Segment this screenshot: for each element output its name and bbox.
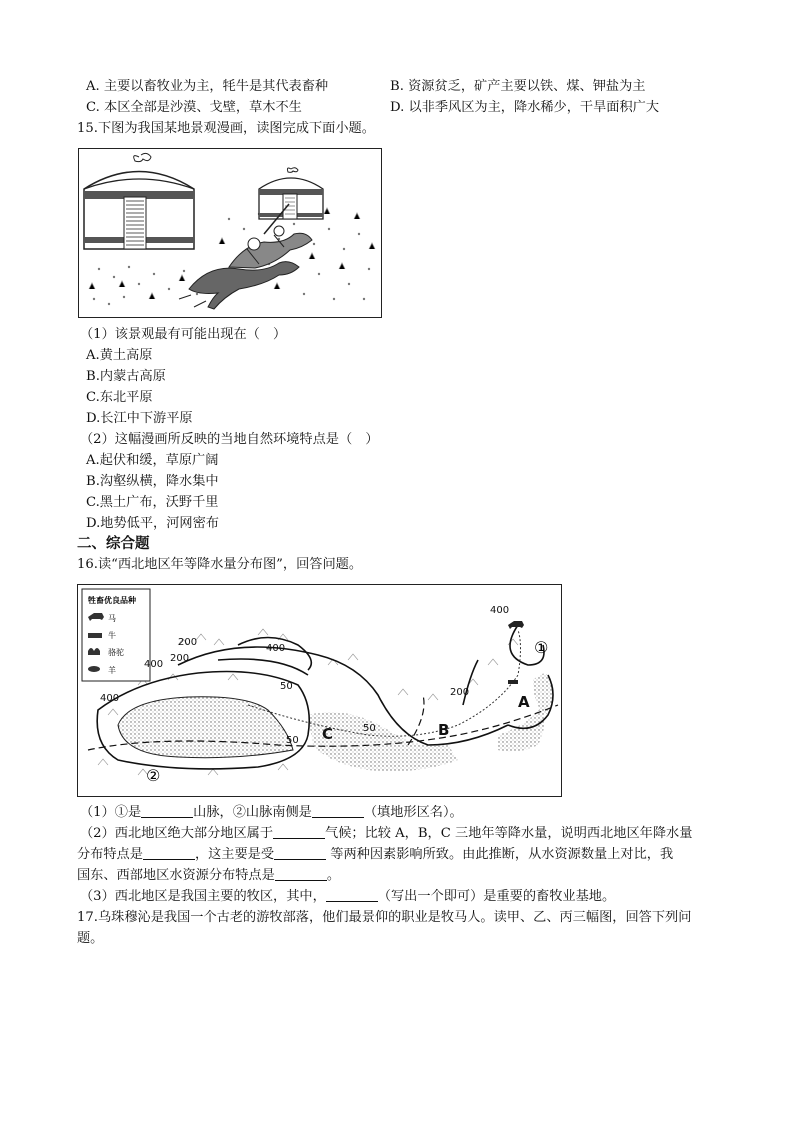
point-b-label: B: [438, 721, 450, 739]
q16-sub2-text-a: （2）西北地区绝大部分地区属于: [80, 826, 274, 841]
large-yurt-icon: [84, 153, 194, 249]
legend-item-cattle: 牛: [108, 631, 116, 640]
isohyet-label: 50: [280, 681, 293, 692]
isohyet-label: 200: [170, 653, 190, 664]
q15-sub1-option-a: A.黄土高原: [86, 348, 153, 363]
answer-blank[interactable]: [326, 887, 378, 902]
map-cattle-icon: [508, 680, 518, 684]
q17-line2: 题。: [77, 931, 104, 946]
isohyet-label: 400: [266, 643, 286, 654]
q16-sub2-line1: [80, 824, 692, 844]
q16-sub2-line3: [77, 866, 340, 886]
answer-blank[interactable]: [273, 824, 325, 839]
q15-sub2-option-b: B.沟壑纵横，降水集中: [86, 474, 219, 489]
q16-sub2-text-f: 国东、西部地区水资源分布特点是: [77, 868, 275, 883]
q16-sub3-text-b: （写出一个即可）是重要的畜牧业基地。: [377, 889, 616, 904]
section-title: 二、综合题: [77, 536, 150, 552]
q16-sub3: [80, 887, 615, 907]
isohyet-label: 400: [144, 659, 164, 670]
answer-blank[interactable]: [141, 803, 193, 818]
q17-line1: 17.乌珠穆沁是我国一个古老的游牧部落，他们最景仰的职业是牧马人。读甲、乙、丙三幅图，回答下列问: [77, 910, 692, 925]
answer-blank[interactable]: [143, 845, 195, 860]
q16-sub3-text-a: （3）西北地区是我国主要的牧区，其中，: [80, 889, 326, 904]
isohyet-label: 50: [363, 723, 376, 734]
point-a-label: A: [518, 693, 530, 711]
q16-sub1-text-b: 山脉，②山脉南侧是: [193, 805, 312, 820]
q16-sub2-text-e: 等两种因素影响所致。由此推断，从水资源数量上对比，我: [326, 847, 674, 862]
q16-sub2-text-d: ，这主要是受: [194, 847, 275, 862]
q15-stem: 15.下图为我国某地景观漫画，读图完成下面小题。: [77, 121, 375, 136]
small-yurt-icon: [259, 168, 323, 219]
isohyet-label: 400: [490, 605, 510, 616]
q15-sub2-option-a: A.起伏和缓，草原广阔: [86, 453, 219, 468]
isohyet-label: 200: [178, 637, 198, 648]
q15-sub1-option-b: B.内蒙古高原: [86, 369, 166, 384]
q14-option-b: B. 资源贫乏，矿产主要以铁、煤、钾盐为主: [390, 79, 646, 94]
q14-option-d: D. 以非季风区为主，降水稀少，干旱面积广大: [390, 100, 660, 115]
q15-sub1-stem: （1）该景观最有可能出现在（ ）: [80, 327, 287, 342]
q15-sub1-option-c: C.东北平原: [86, 390, 153, 405]
q15-sub2-stem: （2）这幅漫画所反映的当地自然环境特点是（ ）: [80, 432, 379, 447]
q16-sub2-text-g: 。: [326, 868, 340, 883]
legend-sheep-icon: [88, 666, 100, 672]
q16-sub2-text-c: 分布特点是: [77, 847, 143, 862]
isohyet-label: 50: [286, 735, 299, 746]
q15-sub2-option-c: C.黑土广布，沃野千里: [86, 495, 219, 510]
mountain-marker-1: ①: [534, 638, 549, 657]
mountain-marker-2: ②: [146, 766, 161, 785]
point-c-label: C: [322, 725, 334, 743]
q16-sub2-line2: [77, 845, 673, 865]
answer-blank[interactable]: [274, 845, 326, 860]
isohyet-label: 400: [100, 693, 120, 704]
q16-stem: 16.读“西北地区年等降水量分布图”，回答问题。: [77, 557, 363, 572]
legend-cattle-icon: [88, 633, 102, 638]
q14-option-a: A. 主要以畜牧业为主，牦牛是其代表畜种: [86, 79, 329, 94]
q16-sub1-text-a: （1）①是: [80, 805, 142, 820]
grassland-cartoon: [78, 148, 382, 318]
q16-sub1: [80, 803, 463, 823]
horse-riders-icon: [179, 204, 312, 309]
legend-item-camel: 骆驼: [108, 648, 124, 657]
q15-sub2-option-d: D.地势低平，河网密布: [86, 516, 219, 531]
legend-title: 牲畜优良品种: [88, 596, 136, 605]
northwest-precipitation-map: [77, 584, 562, 797]
q15-sub1-option-d: D.长江中下游平原: [86, 411, 193, 426]
legend-item-horse: 马: [108, 614, 116, 623]
q14-option-c: C. 本区全部是沙漠、戈壁，草木不生: [86, 100, 302, 115]
answer-blank[interactable]: [275, 866, 327, 881]
q16-sub2-text-b: 气候；比较 A，B，C 三地年等降水量，说明西北地区年降水量: [325, 826, 693, 841]
q16-sub1-text-c: （填地形区名）。: [363, 805, 463, 820]
legend-item-sheep: 羊: [108, 666, 116, 675]
answer-blank[interactable]: [312, 803, 364, 818]
isohyet-label: 200: [450, 687, 470, 698]
